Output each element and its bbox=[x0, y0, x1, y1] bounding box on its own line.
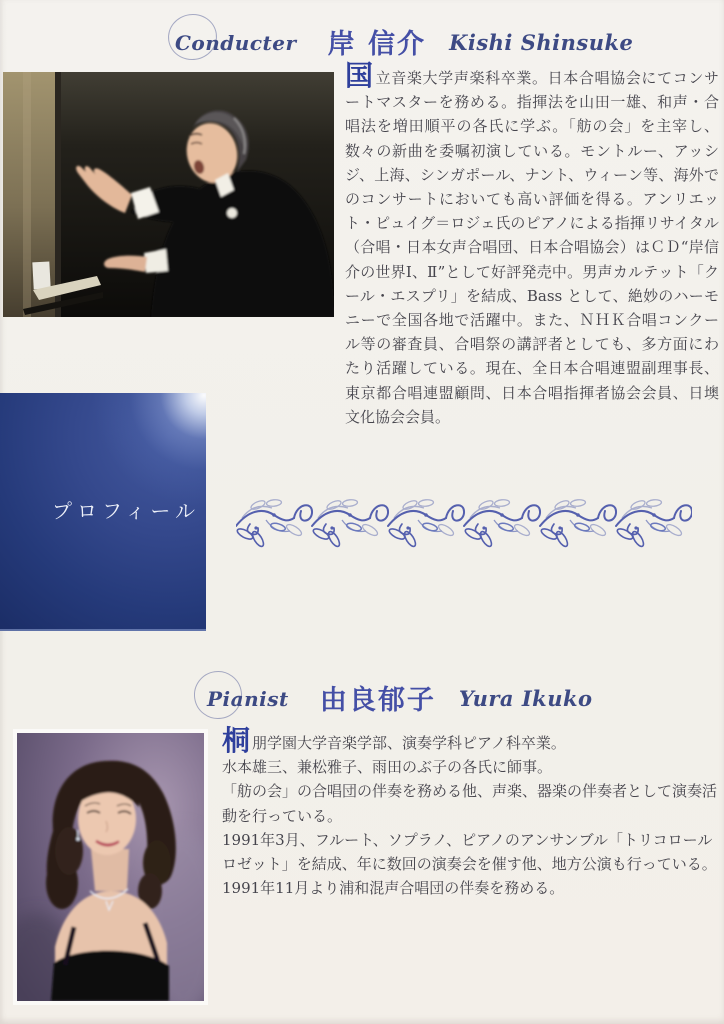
conductor-bio-dropcap: 国 bbox=[345, 59, 374, 92]
conductor-name-japanese: 岸 信介 bbox=[327, 29, 427, 60]
pianist-bio-line-3: 「舫の会」の合唱団の伴奏を務める他、声楽、器楽の伴奏者として演奏活動を行っている。 bbox=[222, 782, 718, 825]
pianist-bio-line-5: 1991年11月より浦和混声合唱団の伴奏を務める。 bbox=[222, 879, 565, 898]
pianist-name-romaji: Yura Ikuko bbox=[458, 686, 593, 711]
profile-banner-label: プロフィール bbox=[52, 499, 200, 523]
pianist-bio-line-2: 水本雄三、兼松雅子、雨田のぶ子の各氏に師事。 bbox=[222, 758, 553, 777]
pianist-photo-image bbox=[17, 733, 204, 1001]
pianist-name-japanese: 由良郁子 bbox=[319, 685, 436, 716]
flourish-ornament-image bbox=[236, 492, 692, 548]
pianist-bio-line-4: 1991年3月、フルート、ソプラノ、ピアノのアンサンブル「トリコロールロゼット」を結成、年に数回の演奏会を催す他、地方公演も行っている。 bbox=[222, 830, 717, 874]
profile-banner bbox=[0, 393, 206, 631]
pianist-role-label: Pianist bbox=[207, 687, 289, 711]
conductor-role-label: Conducter bbox=[175, 31, 297, 55]
pianist-bio-line-1 bbox=[222, 724, 720, 757]
pianist-bio-dropcap: 桐 bbox=[222, 724, 251, 757]
floral-flourish-divider bbox=[236, 492, 692, 548]
conductor-bio bbox=[345, 59, 719, 426]
pianist-photo bbox=[17, 733, 204, 1001]
conductor-header bbox=[175, 22, 633, 61]
conductor-photo-image bbox=[3, 72, 334, 317]
conductor-photo bbox=[3, 72, 334, 317]
pianist-header bbox=[207, 678, 593, 717]
pianist-bio bbox=[222, 724, 720, 900]
conductor-bio-text: 立音楽大学声楽科卒業。日本合唱協会にてコンサートマスターを務める。指揮法を山田一雄、和声・合唱法を増田順平の各氏に学ぶ。「舫の会」を主宰し、数々の新曲を委嘱初演している。モントルー、アッシジ、上海、シンガポール、ナント、ウィーン等、海外でのコンサートにおいても高い評価を得る。アンリエット・ピュイグ＝ロジェ氏のピアノによる指揮リサイタル（合唱・日本女声合唱団、日本合唱協会）はＣＤ“岸信介の世界Ⅰ、Ⅱ”として好評発売中。男声カルテット「クール・エスプリ」を結成、Bass として、絶妙のハーモニーで全国各地で活躍中。また、ＮＨＫ合唱コンクール等の審査員、合唱祭の講評者としても、多方面にわたり活躍している。現在、全日本合唱連盟副理事長、東京都合唱連盟顧問、日本合唱指揮者協会会員、日墺文化協会会員。 bbox=[345, 69, 719, 426]
pianist-bio-line-1-text: 朋学園大学音楽学部、演奏学科ピアノ科卒業。 bbox=[252, 734, 566, 752]
conductor-name-romaji: Kishi Shinsuke bbox=[449, 30, 634, 55]
